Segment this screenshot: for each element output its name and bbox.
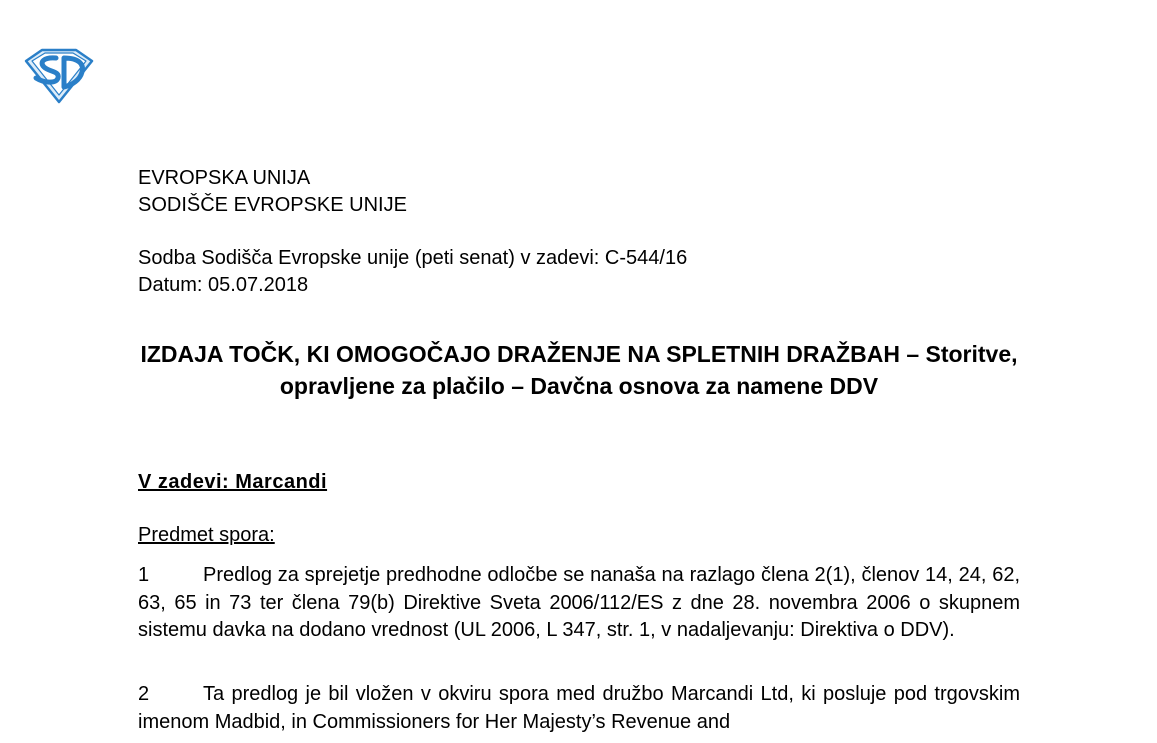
header-court-name: SODIŠČE EVROPSKE UNIJE [138,194,407,216]
judgment-reference: Sodba Sodišča Evropske unije (peti senat) v zadevi: C-544/16 [138,247,688,269]
header-union-name: EVROPSKA UNIJA [138,167,311,189]
paragraph-text: Predlog za sprejetje predhodne odločbe se nanaša na razlago člena 2(1), členov 14, 24, 62, 63, 65 in 73 ter člena 79(b) Direktive Sveta 2006/112/ES z dne 28. novembra 2006 o skupnem sistemu davka na dodano vrednost (UL 2006, L 347, str. 1, v nadaljevanju: Direktiva o DDV). [138,564,1020,641]
paragraph-number: 1 [138,564,150,586]
court-header [138,165,407,219]
paragraph [138,681,1020,736]
subject-heading: Predmet spora: [138,524,275,546]
case-info [138,245,687,299]
judgment-date: Datum: 05.07.2018 [138,274,309,296]
case-name: V zadevi: Marcandi [138,471,328,493]
paragraph-number: 2 [138,683,150,705]
paragraph [138,562,1020,645]
court-logo-icon [22,47,96,105]
document-title: IZDAJA TOČK, KI OMOGOČAJO DRAŽENJE NA SPLETNIH DRAŽBAH – Storitve, opravljene za plačilo – Davčna osnova za namene DDV [140,341,1018,399]
paragraph-text: Ta predlog je bil vložen v okviru spora med družbo Marcandi Ltd, ki posluje pod trgovskim imenom Madbid, in Commissioners for Her Majesty’s Revenue and [138,683,1020,733]
